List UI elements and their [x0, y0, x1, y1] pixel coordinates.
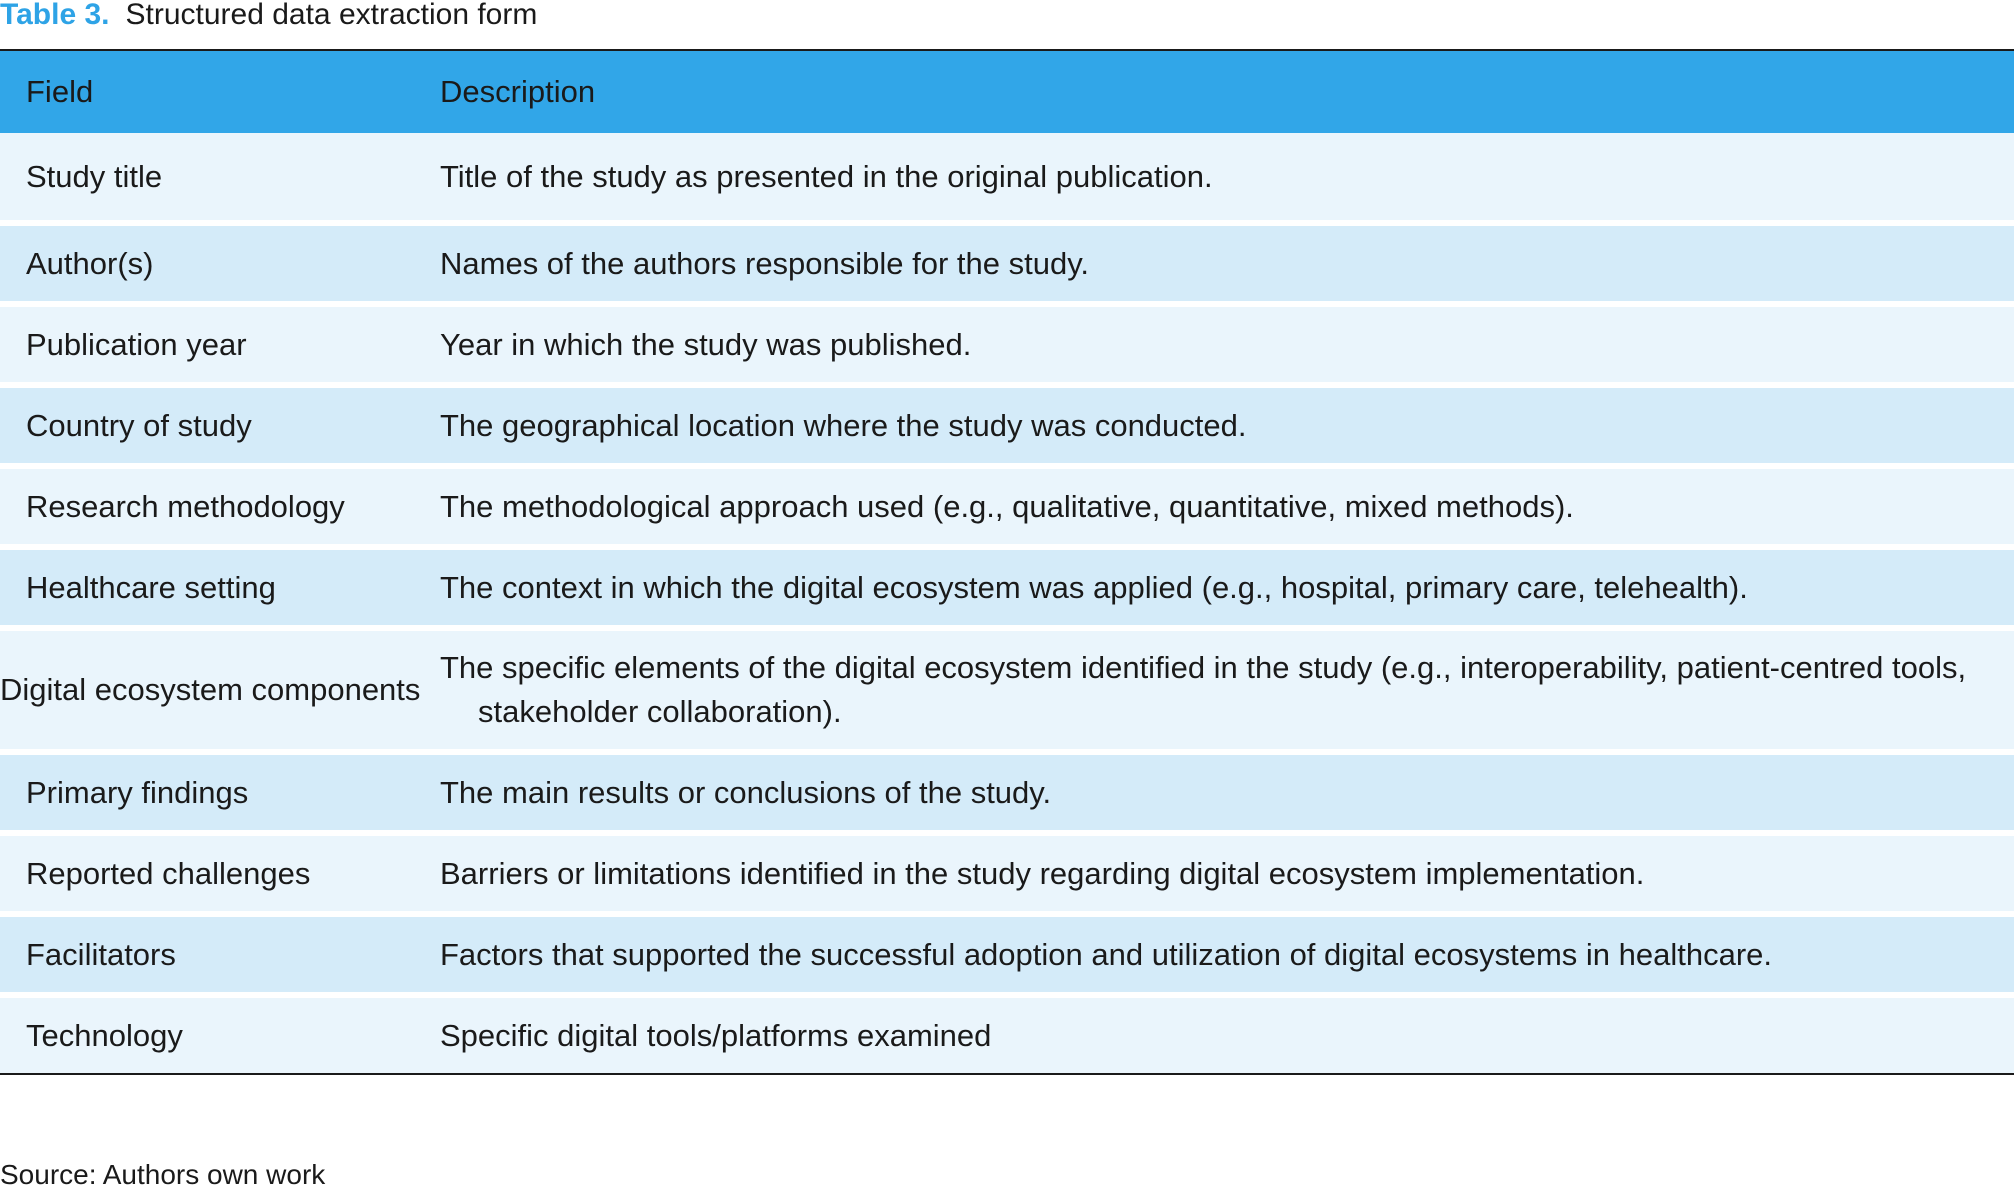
description-cell: The main results or conclusions of the study. — [440, 774, 1052, 810]
field-cell: Publication year — [26, 326, 247, 362]
description-cell: The methodological approach used (e.g., qualitative, quantitative, mixed methods). — [440, 488, 1574, 524]
field-cell: Digital ecosystem components — [0, 672, 421, 707]
description-cell: Names of the authors responsible for the study. — [440, 245, 1090, 281]
table-caption — [0, 0, 537, 34]
field-cell: Research methodology — [26, 488, 345, 524]
description-cell: The specific elements of the digital ecosystem identified in the study (e.g., interoperability, patient-centred tools, stakeholder collaboration). — [440, 650, 1967, 729]
field-cell: Study title — [26, 158, 163, 194]
header-field: Field — [26, 74, 94, 109]
field-cell: Country of study — [26, 407, 252, 443]
description-cell: Title of the study as presented in the original publication. — [440, 158, 1213, 194]
description-cell: The context in which the digital ecosystem was applied (e.g., hospital, primary care, telehealth). — [440, 569, 1748, 605]
table-row — [0, 382, 2014, 463]
field-cell: Author(s) — [26, 245, 154, 281]
field-cell: Reported challenges — [26, 855, 311, 891]
extraction-table — [0, 49, 2014, 1075]
description-cell: Year in which the study was published. — [440, 326, 972, 362]
table-header — [0, 51, 2014, 133]
source-note: Source: Authors own work — [0, 1159, 326, 1190]
table-row — [0, 544, 2014, 625]
table-row — [0, 133, 2014, 220]
table-row — [0, 463, 2014, 544]
table-body — [0, 133, 2014, 1075]
description-cell: Specific digital tools/platforms examined — [440, 1017, 992, 1053]
table-row — [0, 749, 2014, 830]
table-title: Structured data extraction form — [125, 0, 538, 31]
description-cell: Factors that supported the successful adoption and utilization of digital ecosystems in healthcare. — [440, 936, 1773, 972]
field-cell: Primary findings — [26, 774, 249, 810]
field-cell: Facilitators — [26, 936, 176, 972]
table-row — [0, 625, 2014, 749]
description-cell: Barriers or limitations identified in the study regarding digital ecosystem implementation. — [440, 855, 1645, 891]
table-row — [0, 301, 2014, 382]
description-cell: The geographical location where the study was conducted. — [440, 407, 1247, 443]
header-description: Description — [440, 74, 596, 109]
table-row — [0, 830, 2014, 911]
field-cell: Technology — [26, 1017, 183, 1053]
table-row — [0, 220, 2014, 301]
table-row — [0, 911, 2014, 992]
table-number: Table 3. — [0, 0, 110, 31]
field-cell: Healthcare setting — [26, 569, 276, 605]
table-row — [0, 992, 2014, 1073]
